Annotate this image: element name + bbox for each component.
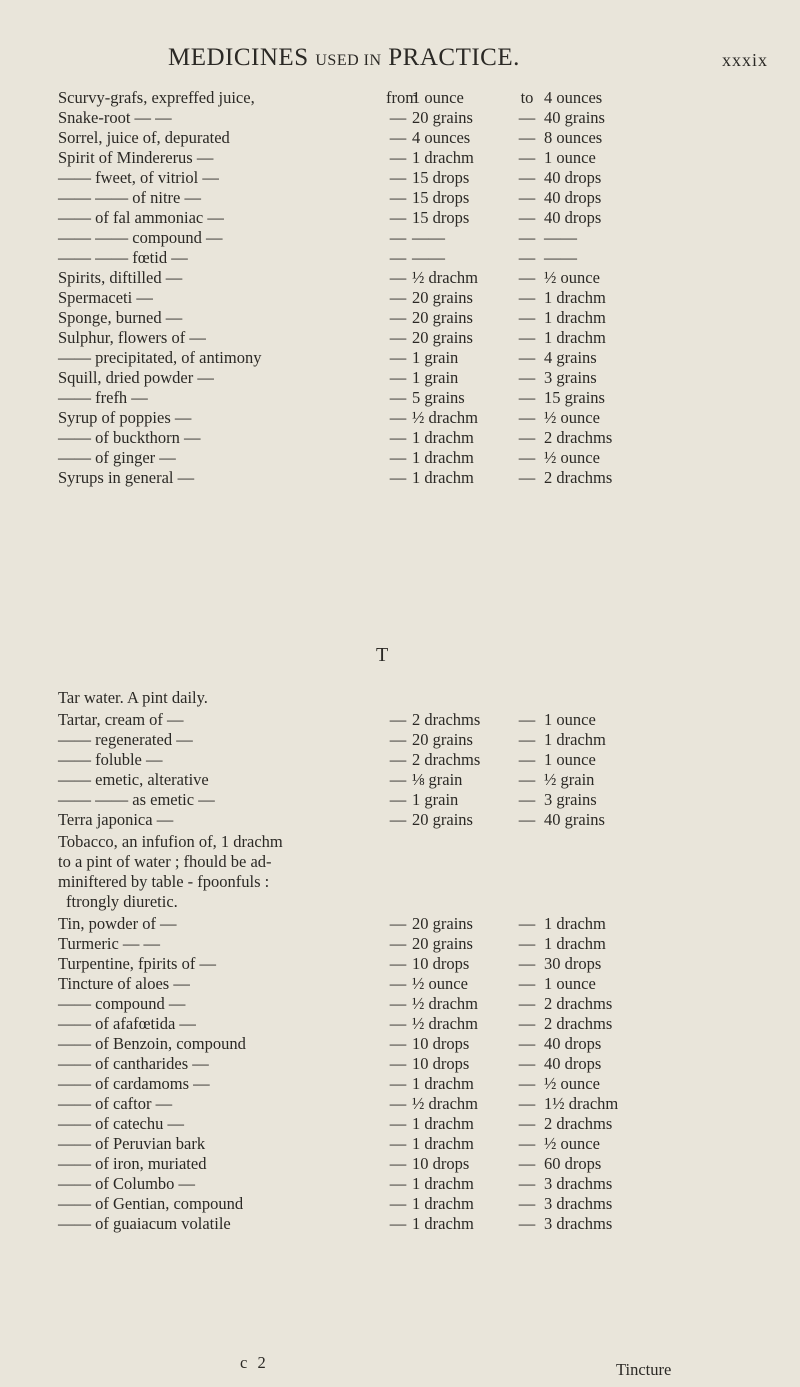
- medicine-name: —— of Gentian, compound: [58, 1194, 244, 1213]
- from-dash: —: [389, 770, 407, 789]
- max-dose: ½ ounce: [544, 448, 600, 467]
- medicine-name: Syrup of poppies —: [58, 408, 192, 427]
- max-dose: 1 drachm: [544, 328, 606, 347]
- table-section-t1: [0, 710, 800, 830]
- table-row: [0, 770, 800, 790]
- tobacco-note: [58, 832, 398, 912]
- min-dose: 5 grains: [412, 388, 465, 407]
- max-dose: 40 drops: [544, 1054, 602, 1073]
- from-dash: —: [389, 328, 407, 347]
- to-dash: —: [518, 1014, 536, 1033]
- medicine-name: —— of guaiacum volatile: [58, 1214, 231, 1233]
- from-dash: —: [389, 1154, 407, 1173]
- from-dash: —: [389, 730, 407, 749]
- min-dose: 20 grains: [412, 328, 473, 347]
- table-row: [0, 288, 800, 308]
- running-title: [168, 44, 520, 72]
- running-head: [40, 44, 780, 80]
- from-dash: —: [389, 228, 407, 247]
- page-number: xxxix: [721, 50, 768, 70]
- table-row: [0, 448, 800, 468]
- table-row: [0, 268, 800, 288]
- max-dose: 3 drachms: [544, 1214, 613, 1233]
- table-row: [0, 994, 800, 1014]
- from-dash: —: [389, 208, 407, 227]
- to-dash: —: [518, 328, 536, 347]
- to-dash: —: [518, 308, 536, 327]
- table-row: [0, 1054, 800, 1074]
- to-dash: —: [518, 1114, 536, 1133]
- min-dose: 20 grains: [412, 730, 473, 749]
- medicine-name: Sponge, burned —: [58, 308, 183, 327]
- from-dash: —: [389, 750, 407, 769]
- table-row: [0, 248, 800, 268]
- medicine-name: —— of buckthorn —: [58, 428, 201, 447]
- to-dash: —: [518, 208, 536, 227]
- to-dash: —: [518, 1054, 536, 1073]
- min-dose: 10 drops: [412, 1054, 470, 1073]
- min-dose: 15 drops: [412, 168, 470, 187]
- medicine-name: —— —— compound —: [58, 228, 223, 247]
- from-dash: —: [389, 348, 407, 367]
- max-dose: 2 drachms: [544, 468, 613, 487]
- table-row: [0, 1134, 800, 1154]
- min-dose: 20 grains: [412, 108, 473, 127]
- to-dash: —: [518, 1214, 536, 1233]
- medicine-name: Snake-root — —: [58, 108, 172, 127]
- from-dash: —: [389, 710, 407, 729]
- max-dose: 1 drachm: [544, 288, 606, 307]
- min-dose: 1 drachm: [412, 1114, 474, 1133]
- tobacco-line: to a pint of water ; fhould be ad-: [58, 852, 272, 871]
- signature-mark: c 2: [240, 1353, 269, 1372]
- max-dose: 2 drachms: [544, 428, 613, 447]
- medicine-name: —— of fal ammoniac —: [58, 208, 224, 227]
- medicine-name: —— —— as emetic —: [58, 790, 215, 809]
- medicine-name: —— foluble —: [58, 750, 163, 769]
- medicine-name: Squill, dried powder —: [58, 368, 214, 387]
- medicine-name: —— of caftor —: [58, 1094, 173, 1113]
- to-dash: —: [518, 994, 536, 1013]
- table-row: [0, 108, 800, 128]
- table-row: [0, 914, 800, 934]
- medicine-name: —— of Columbo —: [58, 1174, 196, 1193]
- to-dash: —: [518, 1174, 536, 1193]
- table-row: [0, 128, 800, 148]
- from-dash: —: [389, 934, 407, 953]
- medicine-name: Sulphur, flowers of —: [58, 328, 206, 347]
- min-dose: ——: [412, 228, 445, 247]
- max-dose: 1 drachm: [544, 730, 606, 749]
- medicine-name: Spirits, diftilled —: [58, 268, 183, 287]
- tobacco-line: miniftered by table - fpoonfuls :: [58, 872, 270, 891]
- from-dash: —: [389, 428, 407, 447]
- max-dose: 40 drops: [544, 1034, 602, 1053]
- from-dash: —: [389, 368, 407, 387]
- min-dose: 20 grains: [412, 914, 473, 933]
- table-row: [0, 810, 800, 830]
- from-dash: —: [389, 168, 407, 187]
- table-row: [0, 308, 800, 328]
- to-dash: —: [518, 408, 536, 427]
- to-dash: to: [520, 88, 534, 107]
- max-dose: 1 drachm: [544, 934, 606, 953]
- to-dash: —: [518, 168, 536, 187]
- min-dose: 1 drachm: [412, 428, 474, 447]
- to-dash: —: [518, 268, 536, 287]
- to-dash: —: [518, 954, 536, 973]
- from-dash: —: [389, 288, 407, 307]
- min-dose: 20 grains: [412, 810, 473, 829]
- from-dash: —: [389, 308, 407, 327]
- to-dash: —: [518, 810, 536, 829]
- to-dash: —: [518, 428, 536, 447]
- from-dash: from: [386, 88, 419, 107]
- from-dash: —: [389, 994, 407, 1013]
- to-dash: —: [518, 368, 536, 387]
- from-dash: —: [389, 1134, 407, 1153]
- min-dose: ⅛ grain: [412, 770, 463, 789]
- min-dose: 1 drachm: [412, 1214, 474, 1233]
- to-dash: —: [518, 1194, 536, 1213]
- min-dose: ½ drachm: [412, 408, 478, 427]
- table-row: [0, 168, 800, 188]
- max-dose: ½ ounce: [544, 268, 600, 287]
- max-dose: 8 ounces: [544, 128, 603, 147]
- min-dose: ½ drachm: [412, 268, 478, 287]
- from-dash: —: [389, 188, 407, 207]
- table-row: [0, 1014, 800, 1034]
- max-dose: 1 drachm: [544, 308, 606, 327]
- table-row: [0, 1094, 800, 1114]
- to-dash: —: [518, 790, 536, 809]
- to-dash: —: [518, 1154, 536, 1173]
- from-dash: —: [389, 1074, 407, 1093]
- from-dash: —: [389, 248, 407, 267]
- min-dose: 20 grains: [412, 288, 473, 307]
- min-dose: 1 drachm: [412, 468, 474, 487]
- from-dash: —: [389, 954, 407, 973]
- from-dash: —: [389, 1114, 407, 1133]
- max-dose: ½ ounce: [544, 408, 600, 427]
- table-row: [0, 954, 800, 974]
- table-row: [0, 790, 800, 810]
- min-dose: ½ drachm: [412, 994, 478, 1013]
- to-dash: —: [518, 188, 536, 207]
- to-dash: —: [518, 974, 536, 993]
- to-dash: —: [518, 248, 536, 267]
- max-dose: 1½ drachm: [544, 1094, 619, 1113]
- max-dose: 2 drachms: [544, 994, 613, 1013]
- from-dash: —: [389, 108, 407, 127]
- table-row: [0, 1174, 800, 1194]
- medicine-name: Spirit of Mindererus —: [58, 148, 214, 167]
- from-dash: —: [389, 468, 407, 487]
- min-dose: ½ drachm: [412, 1014, 478, 1033]
- medicine-name: —— of ginger —: [58, 448, 176, 467]
- medicine-name: —— —— of nitre —: [58, 188, 201, 207]
- to-dash: —: [518, 128, 536, 147]
- table-row: [0, 348, 800, 368]
- table-section-s: [0, 88, 800, 488]
- max-dose: 3 drachms: [544, 1194, 613, 1213]
- max-dose: 40 drops: [544, 168, 602, 187]
- max-dose: ½ ounce: [544, 1074, 600, 1093]
- to-dash: —: [518, 1074, 536, 1093]
- table-row: [0, 1194, 800, 1214]
- table-row: [0, 1074, 800, 1094]
- from-dash: —: [389, 914, 407, 933]
- section-letter: T: [376, 644, 389, 666]
- min-dose: ½ drachm: [412, 1094, 478, 1113]
- max-dose: 3 grains: [544, 790, 597, 809]
- max-dose: 4 ounces: [544, 88, 603, 107]
- to-dash: —: [518, 914, 536, 933]
- to-dash: —: [518, 468, 536, 487]
- min-dose: 1 drachm: [412, 1174, 474, 1193]
- from-dash: —: [389, 1094, 407, 1113]
- max-dose: ½ grain: [544, 770, 595, 789]
- tobacco-line: ftrongly diuretic.: [66, 892, 178, 911]
- table-section-t2: [0, 914, 800, 1234]
- tobacco-line: Tobacco, an infufion of, 1 drachm: [58, 832, 283, 851]
- to-dash: —: [518, 1094, 536, 1113]
- medicine-name: —— of afafœtida —: [58, 1014, 196, 1033]
- max-dose: 4 grains: [544, 348, 597, 367]
- table-row: [0, 1034, 800, 1054]
- medicine-name: —— precipitated, of antimony: [58, 348, 262, 367]
- to-dash: —: [518, 388, 536, 407]
- min-dose: 1 grain: [412, 348, 459, 367]
- from-dash: —: [389, 148, 407, 167]
- catchword: Tincture: [616, 1360, 672, 1379]
- table-row: [0, 974, 800, 994]
- to-dash: —: [518, 448, 536, 467]
- to-dash: —: [518, 730, 536, 749]
- from-dash: —: [389, 268, 407, 287]
- to-dash: —: [518, 1034, 536, 1053]
- min-dose: 1 ounce: [412, 88, 464, 107]
- to-dash: —: [518, 934, 536, 953]
- max-dose: 1 ounce: [544, 750, 596, 769]
- to-dash: —: [518, 108, 536, 127]
- medicine-name: Turmeric — —: [58, 934, 161, 953]
- medicine-name: —— emetic, alterative: [58, 770, 209, 789]
- max-dose: ——: [544, 228, 577, 247]
- max-dose: 1 ounce: [544, 974, 596, 993]
- max-dose: 40 drops: [544, 208, 602, 227]
- medicine-name: —— of iron, muriated: [58, 1154, 207, 1173]
- max-dose: 1 ounce: [544, 148, 596, 167]
- medicine-name: —— fweet, of vitriol —: [58, 168, 219, 187]
- min-dose: 1 drachm: [412, 1134, 474, 1153]
- from-dash: —: [389, 1214, 407, 1233]
- min-dose: 1 grain: [412, 790, 459, 809]
- max-dose: 40 drops: [544, 188, 602, 207]
- table-row: [0, 750, 800, 770]
- max-dose: 2 drachms: [544, 1114, 613, 1133]
- medicine-name: Tincture of aloes —: [58, 974, 190, 993]
- table-row: [0, 328, 800, 348]
- medicine-name: Turpentine, fpirits of —: [58, 954, 216, 973]
- medicine-name: —— of catechu —: [58, 1114, 184, 1133]
- from-dash: —: [389, 1014, 407, 1033]
- min-dose: 4 ounces: [412, 128, 471, 147]
- max-dose: 1 ounce: [544, 710, 596, 729]
- min-dose: 15 drops: [412, 208, 470, 227]
- min-dose: 20 grains: [412, 308, 473, 327]
- min-dose: 2 drachms: [412, 750, 481, 769]
- from-dash: —: [389, 388, 407, 407]
- to-dash: —: [518, 288, 536, 307]
- table-row: [0, 468, 800, 488]
- table-row: [0, 228, 800, 248]
- max-dose: ½ ounce: [544, 1134, 600, 1153]
- from-dash: —: [389, 1174, 407, 1193]
- medicine-name: —— compound —: [58, 994, 186, 1013]
- medicine-name: —— of cardamoms —: [58, 1074, 210, 1093]
- max-dose: 2 drachms: [544, 1014, 613, 1033]
- to-dash: —: [518, 770, 536, 789]
- min-dose: 1 drachm: [412, 1194, 474, 1213]
- max-dose: 1 drachm: [544, 914, 606, 933]
- min-dose: 2 drachms: [412, 710, 481, 729]
- min-dose: 20 grains: [412, 934, 473, 953]
- table-row: [0, 428, 800, 448]
- table-row: [0, 88, 800, 108]
- table-row: [0, 148, 800, 168]
- to-dash: —: [518, 148, 536, 167]
- min-dose: 1 drachm: [412, 448, 474, 467]
- table-row: [0, 208, 800, 228]
- from-dash: —: [389, 448, 407, 467]
- max-dose: 3 drachms: [544, 1174, 613, 1193]
- min-dose: ——: [412, 248, 445, 267]
- medicine-name: —— regenerated —: [58, 730, 193, 749]
- from-dash: —: [389, 128, 407, 147]
- min-dose: ½ ounce: [412, 974, 468, 993]
- to-dash: —: [518, 750, 536, 769]
- medicine-name: Terra japonica —: [58, 810, 174, 829]
- medicine-name: Scurvy-grafs, expreffed juice,: [58, 88, 255, 107]
- medicine-name: Syrups in general —: [58, 468, 195, 487]
- max-dose: 30 drops: [544, 954, 602, 973]
- to-dash: —: [518, 1134, 536, 1153]
- from-dash: —: [389, 408, 407, 427]
- max-dose: 40 grains: [544, 108, 605, 127]
- medicine-name: —— of Benzoin, compound: [58, 1034, 246, 1053]
- from-dash: —: [389, 1054, 407, 1073]
- medicine-name: Tin, powder of —: [58, 914, 177, 933]
- title-end: PRACTICE.: [388, 44, 520, 71]
- to-dash: —: [518, 348, 536, 367]
- max-dose: 15 grains: [544, 388, 605, 407]
- max-dose: 3 grains: [544, 368, 597, 387]
- from-dash: —: [389, 1034, 407, 1053]
- medicine-name: —— —— fœtid —: [58, 248, 188, 267]
- title-small: USED IN: [315, 52, 382, 69]
- table-row: [0, 730, 800, 750]
- table-row: [0, 1114, 800, 1134]
- min-dose: 1 grain: [412, 368, 459, 387]
- medicine-name: —— frefh —: [58, 388, 148, 407]
- table-row: [0, 368, 800, 388]
- table-row: [0, 408, 800, 428]
- from-dash: —: [389, 974, 407, 993]
- to-dash: —: [518, 228, 536, 247]
- min-dose: 10 drops: [412, 1034, 470, 1053]
- min-dose: 10 drops: [412, 954, 470, 973]
- table-row: [0, 388, 800, 408]
- table-row: [0, 1154, 800, 1174]
- tar-water-note: Tar water. A pint daily.: [58, 688, 208, 707]
- title-main: MEDICINES: [168, 44, 309, 71]
- to-dash: —: [518, 710, 536, 729]
- from-dash: —: [389, 1194, 407, 1213]
- min-dose: 15 drops: [412, 188, 470, 207]
- max-dose: ——: [544, 248, 577, 267]
- table-row: [0, 710, 800, 730]
- min-dose: 10 drops: [412, 1154, 470, 1173]
- min-dose: 1 drachm: [412, 1074, 474, 1093]
- medicine-name: —— of Peruvian bark: [58, 1134, 206, 1153]
- min-dose: 1 drachm: [412, 148, 474, 167]
- medicine-name: Tartar, cream of —: [58, 710, 184, 729]
- table-row: [0, 934, 800, 954]
- medicine-name: Sorrel, juice of, depurated: [58, 128, 230, 147]
- max-dose: 60 drops: [544, 1154, 602, 1173]
- from-dash: —: [389, 790, 407, 809]
- table-row: [0, 188, 800, 208]
- max-dose: 40 grains: [544, 810, 605, 829]
- from-dash: —: [389, 810, 407, 829]
- medicine-name: Spermaceti —: [58, 288, 153, 307]
- table-row: [0, 1214, 800, 1234]
- medicine-name: —— of cantharides —: [58, 1054, 209, 1073]
